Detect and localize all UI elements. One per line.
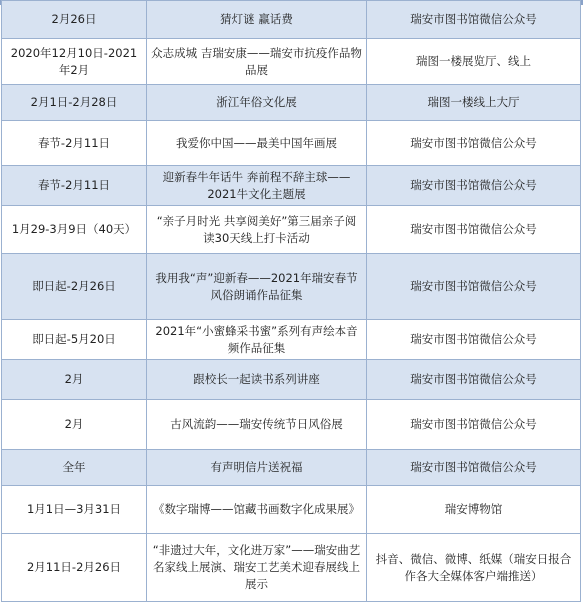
cell-time: 2月1日-2月28日 — [2, 85, 147, 121]
table-row — [2, 486, 581, 534]
cell-venue: 瑞安市图书馆微信公众号 — [367, 206, 581, 254]
cell-venue: 瑞安市图书馆微信公众号 — [367, 400, 581, 450]
cell-activity: 跟校长一起读书系列讲座 — [147, 360, 367, 400]
table-row — [2, 254, 581, 320]
table-row — [2, 166, 581, 206]
table-row — [2, 534, 581, 602]
cell-venue: 抖音、微信、微博、纸媒（瑞安日报合作各大全媒体客户端推送） — [367, 534, 581, 602]
events-schedule-table — [1, 0, 581, 602]
table-row — [2, 85, 581, 121]
cell-activity: 众志成城 吉瑞安康——瑞安市抗疫作品物品展 — [147, 39, 367, 85]
table-row — [2, 206, 581, 254]
cell-activity: 古风流韵——瑞安传统节日风俗展 — [147, 400, 367, 450]
cell-activity: 迎新春牛年话牛 奔前程不辞主球——2021牛文化主题展 — [147, 166, 367, 206]
table-row — [2, 450, 581, 486]
cell-activity: 我用我“声”迎新春——2021年瑞安春节风俗朗诵作品征集 — [147, 254, 367, 320]
cell-time: 即日起-5月20日 — [2, 320, 147, 360]
cell-time: 即日起-2月26日 — [2, 254, 147, 320]
cell-time: 1月1日—3月31日 — [2, 486, 147, 534]
cell-activity: 《数字瑞博——馆藏书画数字化成果展》 — [147, 486, 367, 534]
cell-activity: 浙江年俗文化展 — [147, 85, 367, 121]
cell-venue: 瑞安市图书馆微信公众号 — [367, 450, 581, 486]
cell-time: 2020年12月10日-2021年2月 — [2, 39, 147, 85]
table-row — [2, 39, 581, 85]
cell-venue: 瑞安市图书馆微信公众号 — [367, 166, 581, 206]
cell-time: 2月 — [2, 360, 147, 400]
cell-activity: 我爱你中国——最美中国年画展 — [147, 121, 367, 166]
table-row — [2, 1, 581, 39]
cell-time: 2月26日 — [2, 1, 147, 39]
cell-time: 2月 — [2, 400, 147, 450]
cell-time: 2月11日-2月26日 — [2, 534, 147, 602]
cell-activity: 有声明信片送祝福 — [147, 450, 367, 486]
cell-venue: 瑞图一楼线上大厅 — [367, 85, 581, 121]
cell-activity: 2021年“小蜜蜂采书蜜”系列有声绘本音频作品征集 — [147, 320, 367, 360]
table-row — [2, 360, 581, 400]
cell-venue: 瑞安市图书馆微信公众号 — [367, 360, 581, 400]
events-table-body — [2, 1, 581, 602]
cell-activity: “亲子月时光 共享阅美好”第三届亲子阅读30天线上打卡活动 — [147, 206, 367, 254]
cell-time: 春节-2月11日 — [2, 166, 147, 206]
cell-venue: 瑞安市图书馆微信公众号 — [367, 121, 581, 166]
cell-activity: “非遗过大年，文化进万家”——瑞安曲艺名家线上展演、瑞安工艺美术迎春展线上展示 — [147, 534, 367, 602]
cell-venue: 瑞安市图书馆微信公众号 — [367, 1, 581, 39]
cell-venue: 瑞安博物馆 — [367, 486, 581, 534]
cell-activity: 猜灯谜 赢话费 — [147, 1, 367, 39]
table-row — [2, 121, 581, 166]
cell-time: 全年 — [2, 450, 147, 486]
cell-time: 春节-2月11日 — [2, 121, 147, 166]
cell-venue: 瑞图一楼展览厅、线上 — [367, 39, 581, 85]
cell-venue: 瑞安市图书馆微信公众号 — [367, 320, 581, 360]
cell-time: 1月29-3月9日（40天） — [2, 206, 147, 254]
table-row — [2, 400, 581, 450]
cell-venue: 瑞安市图书馆微信公众号 — [367, 254, 581, 320]
table-row — [2, 320, 581, 360]
